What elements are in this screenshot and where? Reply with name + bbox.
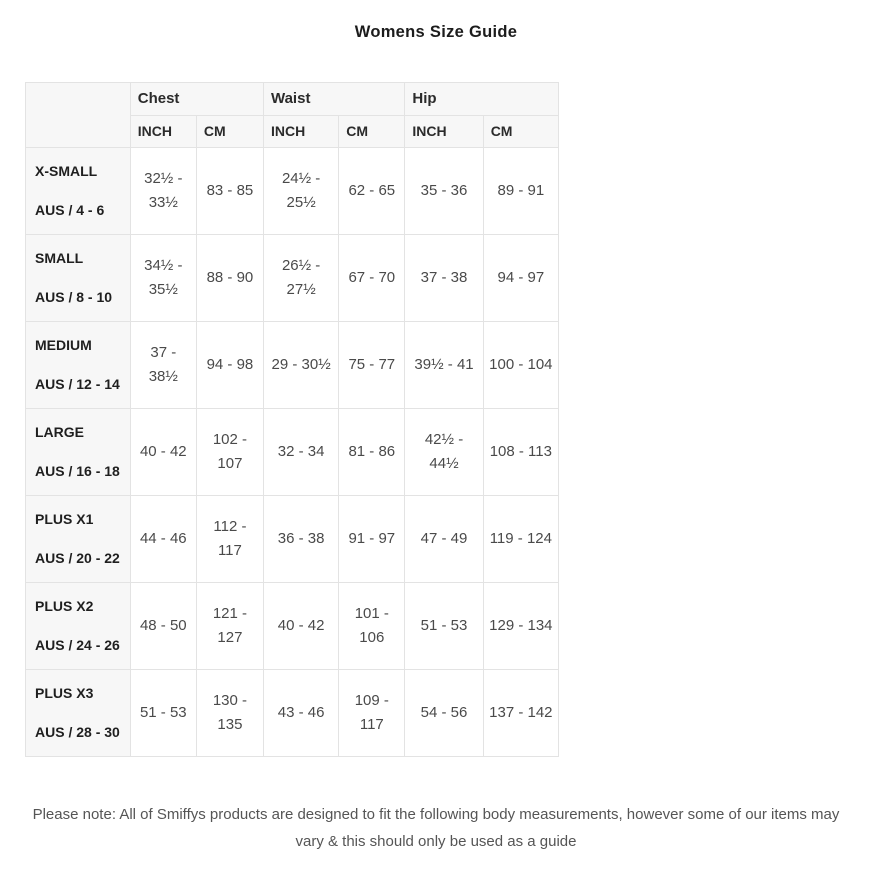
- value-cell: 51 - 53: [405, 582, 483, 669]
- value-cell: 48 - 50: [130, 582, 196, 669]
- value-cell: 36 - 38: [263, 495, 338, 582]
- value-cell: 32½ - 33½: [130, 147, 196, 234]
- value-cell: 94 - 98: [196, 321, 263, 408]
- table-row: [26, 582, 559, 669]
- page-title: Womens Size Guide: [354, 23, 518, 41]
- size-aus-label: AUS / 28 - 30: [35, 724, 120, 741]
- table-row: [26, 669, 559, 756]
- value-cell: 67 - 70: [339, 234, 405, 321]
- size-label-cell: [26, 408, 131, 495]
- size-name: MEDIUM: [35, 337, 92, 354]
- hip-cm-header: CM: [483, 115, 558, 147]
- size-label-cell: [26, 234, 131, 321]
- measurement-group-row: [26, 82, 559, 115]
- table-row: [26, 234, 559, 321]
- value-cell: 29 - 30½: [263, 321, 338, 408]
- size-aus-label: AUS / 20 - 22: [35, 550, 120, 567]
- size-name: PLUS X2: [35, 598, 94, 615]
- size-name: X-SMALL: [35, 163, 98, 180]
- value-cell: 112 - 117: [196, 495, 263, 582]
- value-cell: 102 - 107: [196, 408, 263, 495]
- size-name: LARGE: [35, 424, 84, 441]
- size-name: PLUS X1: [35, 511, 94, 528]
- value-cell: 75 - 77: [339, 321, 405, 408]
- size-label-cell: [26, 669, 131, 756]
- value-cell: 54 - 56: [405, 669, 483, 756]
- value-cell: 24½ - 25½: [263, 147, 338, 234]
- value-cell: 39½ - 41: [405, 321, 483, 408]
- value-cell: 101 - 106: [339, 582, 405, 669]
- value-cell: 40 - 42: [130, 408, 196, 495]
- value-cell: 35 - 36: [405, 147, 483, 234]
- value-cell: 88 - 90: [196, 234, 263, 321]
- size-name: SMALL: [35, 250, 84, 267]
- value-cell: 51 - 53: [130, 669, 196, 756]
- size-guide-note: Please note: All of Smiffys products are designed to fit the following body measurements, however some of our items may vary & this should only be used as a guide: [32, 805, 840, 850]
- table-header: [26, 82, 559, 147]
- value-cell: 37 - 38: [405, 234, 483, 321]
- table-row: [26, 408, 559, 495]
- value-cell: 94 - 97: [483, 234, 558, 321]
- value-cell: 83 - 85: [196, 147, 263, 234]
- waist-inch-header: INCH: [263, 115, 338, 147]
- size-label-cell: [26, 495, 131, 582]
- value-cell: 26½ - 27½: [263, 234, 338, 321]
- value-cell: 100 - 104: [483, 321, 558, 408]
- size-label-cell: [26, 582, 131, 669]
- value-cell: 47 - 49: [405, 495, 483, 582]
- value-cell: 129 - 134: [483, 582, 558, 669]
- hip-inch-header: INCH: [405, 115, 483, 147]
- size-label-cell: [26, 147, 131, 234]
- value-cell: 42½ - 44½: [405, 408, 483, 495]
- value-cell: 119 - 124: [483, 495, 558, 582]
- value-cell: 137 - 142: [483, 669, 558, 756]
- corner-cell: [26, 82, 131, 147]
- value-cell: 109 - 117: [339, 669, 405, 756]
- size-aus-label: AUS / 4 - 6: [35, 202, 105, 219]
- size-aus-label: AUS / 16 - 18: [35, 463, 120, 480]
- value-cell: 44 - 46: [130, 495, 196, 582]
- table-row: [26, 147, 559, 234]
- size-aus-label: AUS / 24 - 26: [35, 637, 120, 654]
- waist-cm-header: CM: [339, 115, 405, 147]
- value-cell: 91 - 97: [339, 495, 405, 582]
- size-aus-label: AUS / 8 - 10: [35, 289, 113, 306]
- table-row: [26, 321, 559, 408]
- table-row: [26, 495, 559, 582]
- size-name: PLUS X3: [35, 685, 94, 702]
- value-cell: 89 - 91: [483, 147, 558, 234]
- value-cell: 40 - 42: [263, 582, 338, 669]
- hip-group-header: Hip: [405, 82, 559, 115]
- value-cell: 43 - 46: [263, 669, 338, 756]
- chest-group-header: Chest: [130, 82, 263, 115]
- chest-inch-header: INCH: [130, 115, 196, 147]
- value-cell: 32 - 34: [263, 408, 338, 495]
- waist-group-header: Waist: [263, 82, 404, 115]
- value-cell: 130 - 135: [196, 669, 263, 756]
- value-cell: 121 - 127: [196, 582, 263, 669]
- chest-cm-header: CM: [196, 115, 263, 147]
- size-table-body: [26, 147, 559, 756]
- value-cell: 81 - 86: [339, 408, 405, 495]
- value-cell: 62 - 65: [339, 147, 405, 234]
- size-aus-label: AUS / 12 - 14: [35, 376, 120, 393]
- value-cell: 37 - 38½: [130, 321, 196, 408]
- size-label-cell: [26, 321, 131, 408]
- size-guide-table: [25, 82, 559, 757]
- value-cell: 108 - 113: [483, 408, 558, 495]
- value-cell: 34½ - 35½: [130, 234, 196, 321]
